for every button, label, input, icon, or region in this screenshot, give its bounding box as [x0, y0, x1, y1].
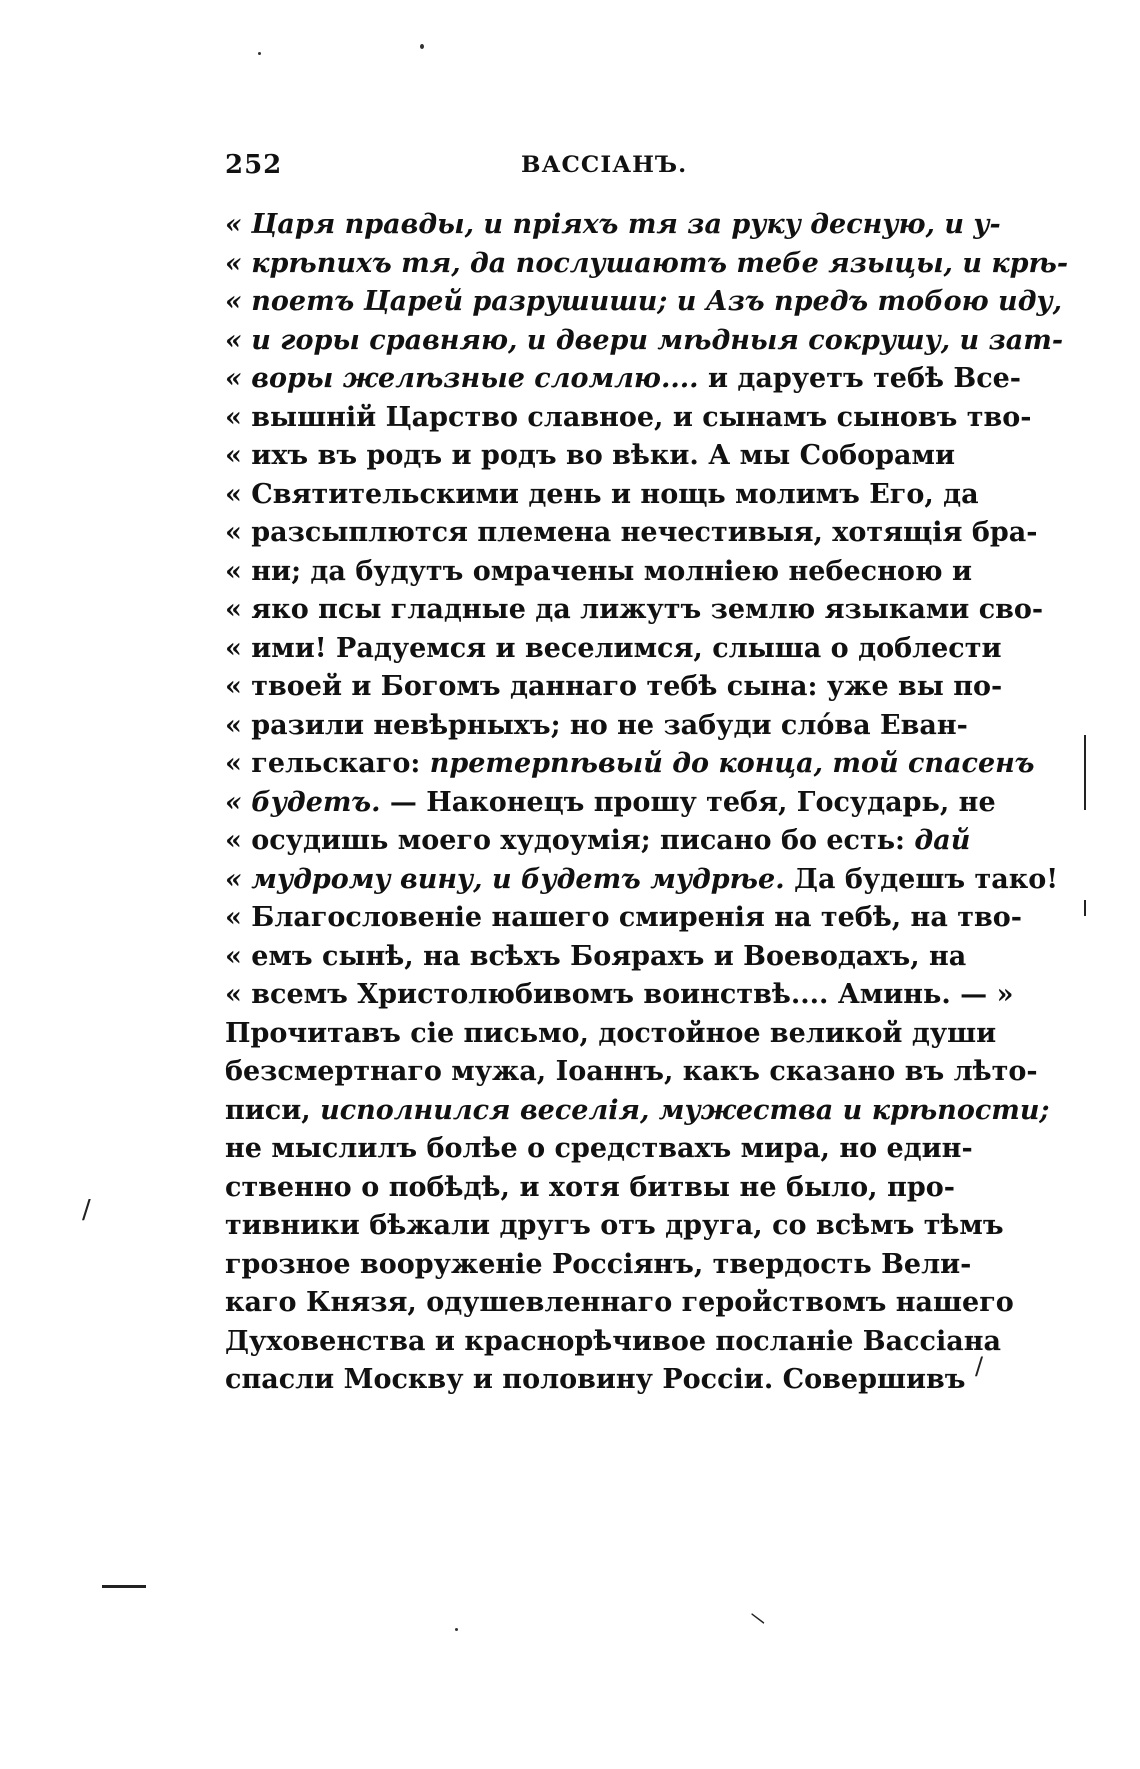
text-line: [225, 437, 955, 476]
roman-run: « гельскаго:: [225, 748, 430, 779]
margin-rule: [1084, 735, 1086, 810]
roman-run: безсмертнаго мужа, Iоаннъ, какъ сказано въ лѣто-: [225, 1056, 1038, 1087]
roman-run: грозное вооруженiе Россiянъ, твердость Вели-: [225, 1248, 972, 1280]
roman-run: Духовенства и краснорѣчивое посланiе Вассiана: [225, 1325, 1001, 1357]
italic-run: « Царя правды, и прiяхъ тя за руку десную, и у-: [225, 209, 1001, 240]
roman-run: Прочитавъ сiе письмо, достойное великой души: [225, 1017, 997, 1049]
italic-run: « воры желѣзные сломлю....: [225, 363, 708, 394]
roman-run: и даруетъ тебѣ Все-: [707, 363, 1022, 394]
text-line: [225, 1323, 1001, 1362]
roman-run: — Наконецъ прошу тебя, Государь, не: [380, 786, 996, 818]
italic-run: « будетъ.: [225, 786, 381, 818]
roman-run: « Благословенiе нашего смиренiя на тебѣ, на тво-: [225, 902, 1022, 933]
roman-run: « осудишь моего худоумiя; писано бо есть:: [225, 825, 915, 856]
roman-run: « емъ сынѣ, на всѣхъ Боярахъ и Воеводахъ, на: [225, 940, 967, 972]
text-line: [225, 322, 1064, 361]
italic-run: исполнился веселiя, мужества и крѣпости;: [320, 1094, 1050, 1126]
text-line: [225, 1246, 972, 1285]
text-line: [225, 1284, 1014, 1323]
roman-run: « ими! Радуемся и веселимся, слыша о доблести: [225, 632, 1002, 664]
roman-run: каго Князя, одушевленнаго геройствомъ нашего: [225, 1287, 1014, 1318]
text-line: [225, 745, 1035, 784]
text-line: [225, 899, 1022, 938]
text-line: [225, 822, 971, 861]
text-line: [225, 1361, 966, 1400]
roman-run: не мыслилъ болѣе о средствахъ мира, но един-: [225, 1133, 973, 1164]
text-line: [225, 206, 1001, 245]
roman-run: « ихъ въ родъ и родъ во вѣки. А мы Соборами: [225, 440, 955, 471]
roman-run: спасли Москву и половину Россiи. Совершивъ: [225, 1364, 966, 1395]
margin-slash: /: [82, 1195, 91, 1225]
roman-run: « Святительскими день и нощь молимъ Его, да: [225, 478, 979, 510]
text-line: [225, 861, 1059, 900]
margin-tick: [1084, 900, 1086, 916]
roman-run: писи,: [225, 1094, 321, 1126]
print-speck: [455, 1628, 458, 1631]
text-line: [225, 1092, 1050, 1131]
text-line: [225, 1169, 955, 1208]
italic-run: дай: [914, 825, 971, 856]
text-line: [225, 1053, 1038, 1092]
roman-run: « яко псы гладные да лижутъ землю языками сво-: [225, 594, 1044, 625]
text-line: [225, 514, 1038, 553]
roman-run: « твоей и Богомъ даннаго тебѣ сына: уже вы по-: [225, 671, 1003, 702]
roman-run: Да будешъ тако!: [784, 863, 1059, 895]
roman-run: « разсыплются племена нечестивыя, хотящiя бра-: [225, 517, 1038, 548]
text-line: [225, 707, 968, 746]
roman-run: ственно о побѣдѣ, и хотя битвы не было, про-: [225, 1171, 955, 1203]
text-line: [225, 360, 1022, 399]
text-line: [225, 938, 967, 977]
italic-run: « поетъ Царей разрушиши; и Азъ предъ тобою иду,: [225, 286, 1063, 317]
text-line: [225, 1015, 997, 1054]
text-line: [225, 283, 1063, 322]
text-line: [225, 1207, 1004, 1246]
roman-run: тивники бѣжали другъ отъ друга, со всѣмъ тѣмъ: [225, 1210, 1004, 1241]
text-line: [225, 784, 996, 823]
italic-run: « и горы сравняю, и двери мѣдныя сокрушу, и зат-: [225, 324, 1064, 356]
text-line: [225, 976, 1014, 1015]
text-line: [225, 476, 979, 515]
margin-slash: /: [747, 1612, 769, 1625]
text-line: [225, 630, 1002, 669]
page-number: 252: [225, 150, 283, 180]
roman-run: « разили невѣрныхъ; но не забуди слóва Еван-: [225, 709, 968, 741]
text-line: [225, 591, 1044, 630]
print-speck: [420, 44, 424, 49]
text-line: [225, 668, 1003, 707]
text-line: [225, 553, 972, 592]
roman-run: « ни; да будутъ омрачены молнiею небесною и: [225, 555, 972, 587]
page-header: [225, 150, 955, 190]
running-head: ВАССІАНЪ.: [521, 152, 688, 178]
body-text: [225, 206, 1069, 1400]
print-speck: [258, 52, 261, 55]
text-line: [225, 399, 1032, 438]
text-line: [225, 1130, 973, 1169]
roman-run: « вышнiй Царство славное, и сынамъ сыновъ тво-: [225, 401, 1032, 433]
margin-slash: /: [975, 1352, 984, 1380]
italic-run: претерпѣвый до конца, той спасенъ: [429, 748, 1035, 779]
roman-run: « всемъ Христолюбивомъ воинствѣ.... Аминь. — »: [225, 979, 1014, 1010]
italic-run: « мудрому вину, и будетъ мудрѣе.: [225, 863, 785, 895]
text-line: [225, 245, 1069, 284]
margin-dash: [102, 1585, 146, 1588]
italic-run: « крѣпихъ тя, да послушаютъ тебе языцы, и крѣ-: [225, 247, 1069, 279]
